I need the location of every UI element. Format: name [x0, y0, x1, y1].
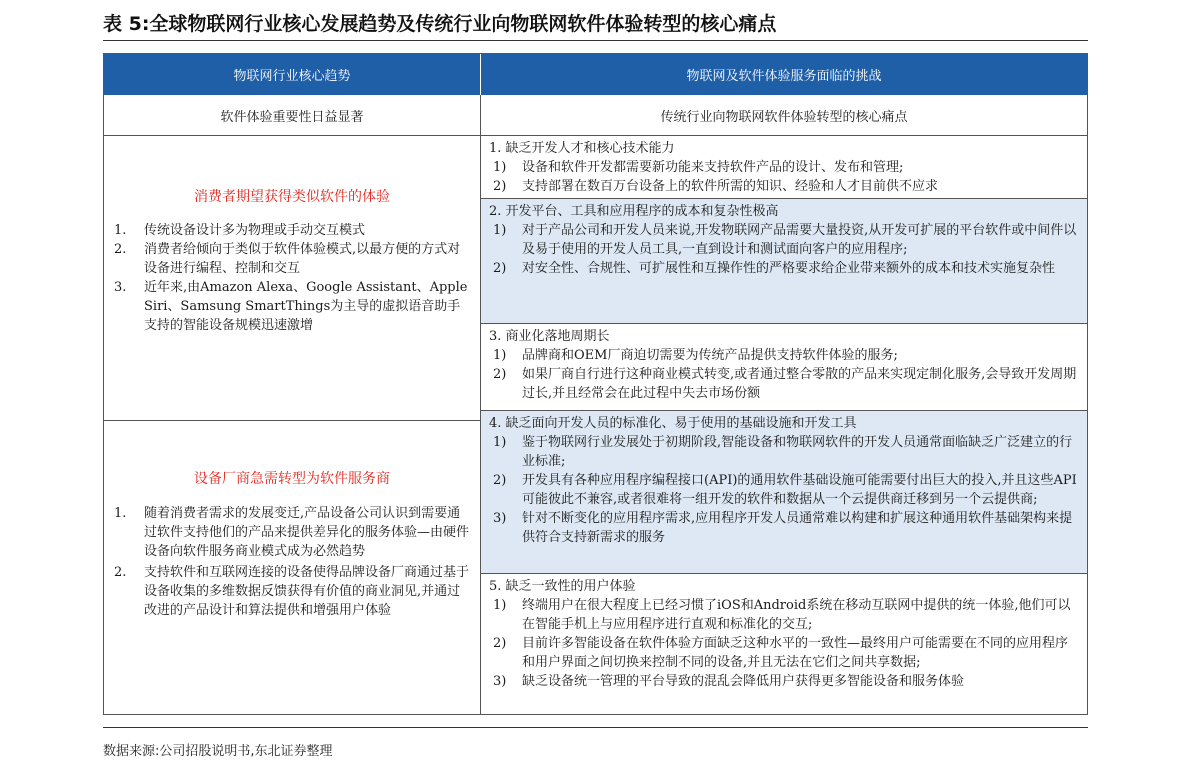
challenge-heading: 5. 缺乏一致性的用户体验 — [489, 579, 636, 594]
source-divider — [103, 727, 1088, 728]
list-item: 3) 缺乏设备统一管理的平台导致的混乱会降低用户获得更多智能设备和服务体验 — [493, 674, 965, 689]
list-item: 1) 终端用户在很大程度上已经习惯了iOS和Android系统在移动互联网中提供的统一体验,他们可以在智能手机上与应用程序进行直观和标准化的交互; — [493, 598, 1071, 632]
list-item: 3. 近年来,由Amazon Alexa、Google Assistant、Apple Siri、Samsung SmartThings为主导的虚拟语音助手支持的智能设备规模迅速激增 — [114, 280, 468, 333]
challenge-heading: 2. 开发平台、工具和应用程序的成本和复杂性极高 — [489, 204, 779, 219]
challenge-heading: 4. 缺乏面向开发人员的标准化、易于使用的基础设施和开发工具 — [489, 416, 857, 431]
header-left: 物联网行业核心趋势 — [104, 54, 481, 95]
challenge-cell-1 — [481, 136, 1087, 199]
list-item: 1) 鉴于物联网行业发展处于初期阶段,智能设备和物联网软件的开发人员通常面临缺乏广泛建立的行业标准; — [493, 435, 1073, 469]
challenge-cell-3 — [481, 324, 1087, 411]
subheader-left: 软件体验重要性日益显著 — [104, 95, 481, 136]
list-item: 2) 目前许多智能设备在软件体验方面缺乏这种水平的一致性—最终用户可能需要在不同的应用程序和用户界面之间切换来控制不同的设备,并且无法在它们之间共享数据; — [493, 636, 1069, 670]
list-item: 2) 对安全性、合规性、可扩展性和互操作性的严格要求给企业带来额外的成本和技术实施复杂性 — [493, 261, 1056, 276]
list-item: 1. 传统设备设计多为物理或手动交互模式 — [114, 223, 366, 238]
challenge-cell-2 — [481, 199, 1087, 324]
trend-table — [103, 53, 1088, 715]
table-title: 表 5:全球物联网行业核心发展趋势及传统行业向物联网软件体验转型的核心痛点 — [103, 13, 777, 35]
header-right: 物联网及软件体验服务面临的挑战 — [481, 54, 1087, 95]
trend-list — [114, 504, 469, 620]
list-item: 1) 品牌商和OEM厂商迫切需要为传统产品提供支持软件体验的服务; — [493, 348, 898, 363]
title-divider — [103, 40, 1088, 41]
challenge-heading: 3. 商业化落地周期长 — [489, 329, 610, 344]
data-source: 数据来源:公司招股说明书,东北证券整理 — [103, 744, 333, 759]
list-item: 2) 支持部署在数百万台设备上的软件所需的知识、经验和人才目前供不应求 — [493, 179, 939, 194]
trend-heading: 设备厂商急需转型为软件服务商 — [194, 471, 390, 487]
trend-list — [114, 221, 469, 335]
list-item: 1. 随着消费者需求的发展变迁,产品设备公司认识到需要通过软件支持他们的产品来提供差异化的服务体验—由硬件设备向软件服务商业模式成为必然趋势 — [114, 506, 470, 559]
list-item: 1) 对于产品公司和开发人员来说,开发物联网产品需要大量投资,从开发可扩展的平台软件或中间件以及易于使用的开发人员工具,一直到设计和测试面向客户的应用程序; — [493, 223, 1077, 257]
challenge-cell-4 — [481, 411, 1087, 574]
list-item: 1) 设备和软件开发都需要新功能来支持软件产品的设计、发布和管理; — [493, 160, 904, 175]
subheader-right: 传统行业向物联网软件体验转型的核心痛点 — [481, 95, 1087, 136]
list-item: 2. 消费者给倾向于类似于软件体验模式,以最方便的方式对设备进行编程、控制和交互 — [114, 242, 461, 276]
trend-cell-consumer — [104, 136, 481, 421]
challenge-cell-5 — [481, 574, 1087, 714]
list-item: 2. 支持软件和互联网连接的设备使得品牌设备厂商通过基于设备收集的多维数据反馈获得有价值的商业洞见,并通过改进的产品设计和算法提供和增强用户体验 — [114, 565, 470, 618]
list-item: 2) 如果厂商自行进行这种商业模式转变,或者通过整合零散的产品来实现定制化服务,会导致开发周期过长,并且经常会在此过程中失去市场份额 — [493, 367, 1077, 401]
list-item: 2) 开发具有各种应用程序编程接口(API)的通用软件基础设施可能需要付出巨大的投入,并且这些API可能彼此不兼容,或者很难将一组开发的软件和数据从一个云提供商迁移到另一个云提供商; — [493, 473, 1077, 507]
challenge-heading: 1. 缺乏开发人才和核心技术能力 — [489, 141, 675, 156]
list-item: 3) 针对不断变化的应用程序需求,应用程序开发人员通常难以构建和扩展这种通用软件基础架构来提供符合支持新需求的服务 — [493, 511, 1073, 545]
trend-heading: 消费者期望获得类似软件的体验 — [194, 189, 390, 205]
trend-cell-vendor — [104, 421, 481, 714]
